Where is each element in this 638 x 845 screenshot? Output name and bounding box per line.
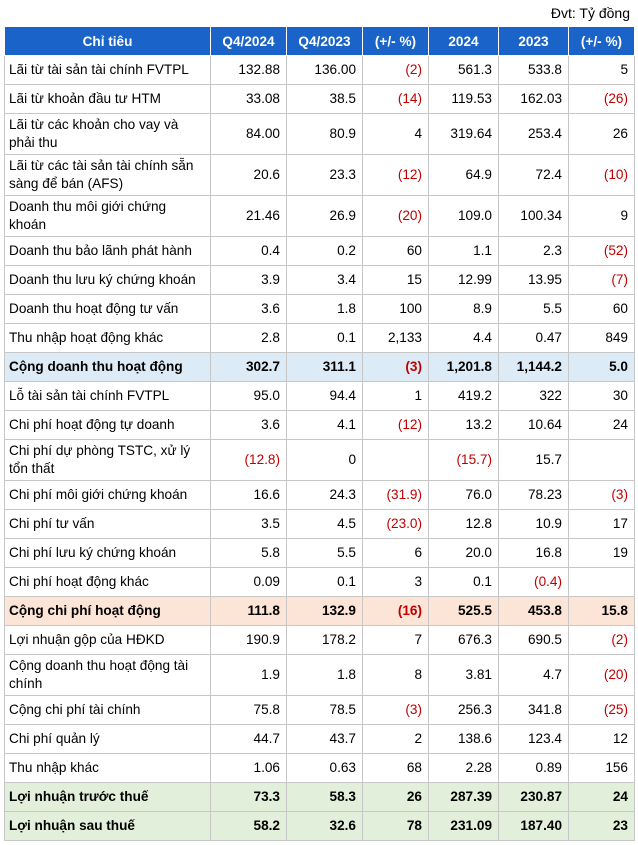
header-2024: 2024 [429, 27, 499, 56]
quarter-change-value: (23.0) [363, 510, 429, 539]
table-row [5, 754, 635, 783]
year-2024-value: 4.4 [429, 324, 499, 353]
quarter-change-value: 15 [363, 266, 429, 295]
q4-2023-value: 0.63 [287, 754, 363, 783]
row-label: Lợi nhuận gộp của HĐKD [5, 626, 211, 655]
quarter-change-value: 3 [363, 568, 429, 597]
q4-2024-value: 302.7 [211, 353, 287, 382]
year-change-value: (2) [569, 626, 635, 655]
year-2024-value: 12.8 [429, 510, 499, 539]
year-2023-value: 1,144.2 [499, 353, 569, 382]
year-change-value: (10) [569, 155, 635, 196]
table-row [5, 56, 635, 85]
table-row [5, 812, 635, 841]
year-2023-value: 253.4 [499, 114, 569, 155]
q4-2023-value: 132.9 [287, 597, 363, 626]
year-2024-value: 13.2 [429, 411, 499, 440]
year-change-value: 19 [569, 539, 635, 568]
quarter-change-value: (16) [363, 597, 429, 626]
row-label: Lỗ tài sản tài chính FVTPL [5, 382, 211, 411]
table-row [5, 382, 635, 411]
q4-2024-value: 95.0 [211, 382, 287, 411]
row-label: Cộng doanh thu hoạt động [5, 353, 211, 382]
header-indicator: Chỉ tiêu [5, 27, 211, 56]
year-change-value: 849 [569, 324, 635, 353]
row-label: Chi phí tư vấn [5, 510, 211, 539]
year-2024-value: 2.28 [429, 754, 499, 783]
table-row [5, 411, 635, 440]
year-change-value: 60 [569, 295, 635, 324]
quarter-change-value: 78 [363, 812, 429, 841]
year-2023-value: (0.4) [499, 568, 569, 597]
q4-2023-value: 23.3 [287, 155, 363, 196]
year-2024-value: 0.1 [429, 568, 499, 597]
q4-2024-value: 190.9 [211, 626, 287, 655]
year-2023-value: 187.40 [499, 812, 569, 841]
q4-2023-value: 0.1 [287, 324, 363, 353]
year-2023-value: 533.8 [499, 56, 569, 85]
table-row [5, 440, 635, 481]
year-2024-value: 3.81 [429, 655, 499, 696]
year-2024-value: 1.1 [429, 237, 499, 266]
year-change-value: (3) [569, 481, 635, 510]
row-label: Doanh thu môi giới chứng khoán [5, 196, 211, 237]
year-2023-value: 5.5 [499, 295, 569, 324]
year-2023-value: 78.23 [499, 481, 569, 510]
year-2024-value: 12.99 [429, 266, 499, 295]
year-2024-value: 1,201.8 [429, 353, 499, 382]
year-change-value: 30 [569, 382, 635, 411]
year-2023-value: 72.4 [499, 155, 569, 196]
row-label: Chi phí môi giới chứng khoán [5, 481, 211, 510]
q4-2024-value: 0.09 [211, 568, 287, 597]
q4-2024-value: 3.9 [211, 266, 287, 295]
q4-2023-value: 78.5 [287, 696, 363, 725]
header-year-change: (+/- %) [569, 27, 635, 56]
table-row [5, 655, 635, 696]
year-change-value: (20) [569, 655, 635, 696]
q4-2023-value: 94.4 [287, 382, 363, 411]
q4-2023-value: 3.4 [287, 266, 363, 295]
year-2023-value: 0.47 [499, 324, 569, 353]
q4-2024-value: 111.8 [211, 597, 287, 626]
year-2024-value: 319.64 [429, 114, 499, 155]
quarter-change-value: 2 [363, 725, 429, 754]
year-change-value: 5.0 [569, 353, 635, 382]
q4-2023-value: 1.8 [287, 295, 363, 324]
year-2023-value: 322 [499, 382, 569, 411]
q4-2023-value: 58.3 [287, 783, 363, 812]
quarter-change-value: 26 [363, 783, 429, 812]
q4-2024-value: 3.6 [211, 295, 287, 324]
year-2023-value: 453.8 [499, 597, 569, 626]
year-change-value [569, 568, 635, 597]
year-change-value: 15.8 [569, 597, 635, 626]
q4-2023-value: 0.1 [287, 568, 363, 597]
row-label: Cộng chi phí tài chính [5, 696, 211, 725]
quarter-change-value: 2,133 [363, 324, 429, 353]
q4-2024-value: 84.00 [211, 114, 287, 155]
q4-2024-value: 0.4 [211, 237, 287, 266]
q4-2024-value: 1.06 [211, 754, 287, 783]
year-2023-value: 123.4 [499, 725, 569, 754]
q4-2024-value: 3.6 [211, 411, 287, 440]
quarter-change-value: (12) [363, 155, 429, 196]
year-2023-value: 2.3 [499, 237, 569, 266]
q4-2024-value: (12.8) [211, 440, 287, 481]
year-change-value: 23 [569, 812, 635, 841]
table-row [5, 510, 635, 539]
row-label: Chi phí dự phòng TSTC, xử lý tổn thất [5, 440, 211, 481]
year-2024-value: 119.53 [429, 85, 499, 114]
quarter-change-value: (3) [363, 696, 429, 725]
q4-2023-value: 0 [287, 440, 363, 481]
quarter-change-value: 100 [363, 295, 429, 324]
q4-2024-value: 73.3 [211, 783, 287, 812]
quarter-change-value: (3) [363, 353, 429, 382]
table-row [5, 696, 635, 725]
row-label: Doanh thu hoạt động tư vấn [5, 295, 211, 324]
year-2023-value: 10.9 [499, 510, 569, 539]
row-label: Doanh thu lưu ký chứng khoán [5, 266, 211, 295]
year-2024-value: 287.39 [429, 783, 499, 812]
q4-2023-value: 4.1 [287, 411, 363, 440]
year-2024-value: 20.0 [429, 539, 499, 568]
header-quarter-change: (+/- %) [363, 27, 429, 56]
row-label: Thu nhập hoạt động khác [5, 324, 211, 353]
table-row [5, 237, 635, 266]
q4-2023-value: 1.8 [287, 655, 363, 696]
q4-2024-value: 21.46 [211, 196, 287, 237]
year-2023-value: 100.34 [499, 196, 569, 237]
year-2024-value: (15.7) [429, 440, 499, 481]
q4-2024-value: 16.6 [211, 481, 287, 510]
year-change-value: (52) [569, 237, 635, 266]
year-2024-value: 109.0 [429, 196, 499, 237]
year-2024-value: 419.2 [429, 382, 499, 411]
year-change-value: 9 [569, 196, 635, 237]
table-row [5, 626, 635, 655]
q4-2024-value: 1.9 [211, 655, 287, 696]
year-change-value: 156 [569, 754, 635, 783]
year-change-value: 24 [569, 783, 635, 812]
q4-2023-value: 0.2 [287, 237, 363, 266]
row-label: Lãi từ khoản đầu tư HTM [5, 85, 211, 114]
header-2023: 2023 [499, 27, 569, 56]
q4-2024-value: 44.7 [211, 725, 287, 754]
year-2023-value: 341.8 [499, 696, 569, 725]
year-2023-value: 162.03 [499, 85, 569, 114]
year-change-value: (26) [569, 85, 635, 114]
year-change-value: 12 [569, 725, 635, 754]
table-row [5, 353, 635, 382]
q4-2023-value: 26.9 [287, 196, 363, 237]
q4-2023-value: 43.7 [287, 725, 363, 754]
quarter-change-value: 8 [363, 655, 429, 696]
year-change-value [569, 440, 635, 481]
q4-2023-value: 32.6 [287, 812, 363, 841]
year-2024-value: 231.09 [429, 812, 499, 841]
year-2024-value: 8.9 [429, 295, 499, 324]
q4-2023-value: 178.2 [287, 626, 363, 655]
year-2024-value: 561.3 [429, 56, 499, 85]
table-row [5, 597, 635, 626]
q4-2024-value: 2.8 [211, 324, 287, 353]
row-label: Chi phí hoạt động tự doanh [5, 411, 211, 440]
q4-2024-value: 33.08 [211, 85, 287, 114]
year-change-value: 24 [569, 411, 635, 440]
year-2023-value: 0.89 [499, 754, 569, 783]
row-label: Lãi từ các tài sản tài chính sẵn sàng để bán (AFS) [5, 155, 211, 196]
row-label: Lợi nhuận trước thuế [5, 783, 211, 812]
table-row [5, 481, 635, 510]
table-row [5, 568, 635, 597]
year-change-value: (25) [569, 696, 635, 725]
table-row [5, 196, 635, 237]
row-label: Cộng chi phí hoạt động [5, 597, 211, 626]
q4-2024-value: 3.5 [211, 510, 287, 539]
q4-2024-value: 75.8 [211, 696, 287, 725]
q4-2024-value: 20.6 [211, 155, 287, 196]
year-change-value: 17 [569, 510, 635, 539]
q4-2023-value: 24.3 [287, 481, 363, 510]
header-q4-2023: Q4/2023 [287, 27, 363, 56]
header-q4-2024: Q4/2024 [211, 27, 287, 56]
quarter-change-value: 6 [363, 539, 429, 568]
quarter-change-value: 7 [363, 626, 429, 655]
year-2023-value: 4.7 [499, 655, 569, 696]
table-row [5, 783, 635, 812]
quarter-change-value: 1 [363, 382, 429, 411]
row-label: Chi phí lưu ký chứng khoán [5, 539, 211, 568]
year-2023-value: 13.95 [499, 266, 569, 295]
table-row [5, 324, 635, 353]
row-label: Lãi từ tài sản tài chính FVTPL [5, 56, 211, 85]
year-change-value: (7) [569, 266, 635, 295]
table-row [5, 539, 635, 568]
row-label: Lợi nhuận sau thuế [5, 812, 211, 841]
quarter-change-value: (31.9) [363, 481, 429, 510]
row-label: Chi phí hoạt động khác [5, 568, 211, 597]
q4-2023-value: 4.5 [287, 510, 363, 539]
year-2024-value: 64.9 [429, 155, 499, 196]
quarter-change-value: (14) [363, 85, 429, 114]
year-2023-value: 16.8 [499, 539, 569, 568]
year-change-value: 5 [569, 56, 635, 85]
row-label: Thu nhập khác [5, 754, 211, 783]
quarter-change-value: 4 [363, 114, 429, 155]
quarter-change-value: (20) [363, 196, 429, 237]
year-2023-value: 230.87 [499, 783, 569, 812]
quarter-change-value: (12) [363, 411, 429, 440]
q4-2023-value: 80.9 [287, 114, 363, 155]
financial-table [4, 26, 635, 841]
year-2024-value: 676.3 [429, 626, 499, 655]
q4-2023-value: 5.5 [287, 539, 363, 568]
year-2024-value: 256.3 [429, 696, 499, 725]
table-row [5, 85, 635, 114]
quarter-change-value: 68 [363, 754, 429, 783]
q4-2023-value: 136.00 [287, 56, 363, 85]
table-row [5, 266, 635, 295]
quarter-change-value: (2) [363, 56, 429, 85]
year-2023-value: 10.64 [499, 411, 569, 440]
row-label: Doanh thu bảo lãnh phát hành [5, 237, 211, 266]
quarter-change-value [363, 440, 429, 481]
row-label: Lãi từ các khoản cho vay và phải thu [5, 114, 211, 155]
table-row [5, 155, 635, 196]
year-2024-value: 525.5 [429, 597, 499, 626]
q4-2024-value: 132.88 [211, 56, 287, 85]
unit-label: Đvt: Tỷ đồng [550, 5, 630, 21]
quarter-change-value: 60 [363, 237, 429, 266]
year-2024-value: 138.6 [429, 725, 499, 754]
row-label: Chi phí quản lý [5, 725, 211, 754]
q4-2023-value: 311.1 [287, 353, 363, 382]
q4-2023-value: 38.5 [287, 85, 363, 114]
year-2024-value: 76.0 [429, 481, 499, 510]
year-change-value: 26 [569, 114, 635, 155]
table-row [5, 295, 635, 324]
header-row [5, 27, 635, 56]
table-row [5, 725, 635, 754]
year-2023-value: 690.5 [499, 626, 569, 655]
table-row [5, 114, 635, 155]
q4-2024-value: 58.2 [211, 812, 287, 841]
row-label: Cộng doanh thu hoạt động tài chính [5, 655, 211, 696]
year-2023-value: 15.7 [499, 440, 569, 481]
q4-2024-value: 5.8 [211, 539, 287, 568]
